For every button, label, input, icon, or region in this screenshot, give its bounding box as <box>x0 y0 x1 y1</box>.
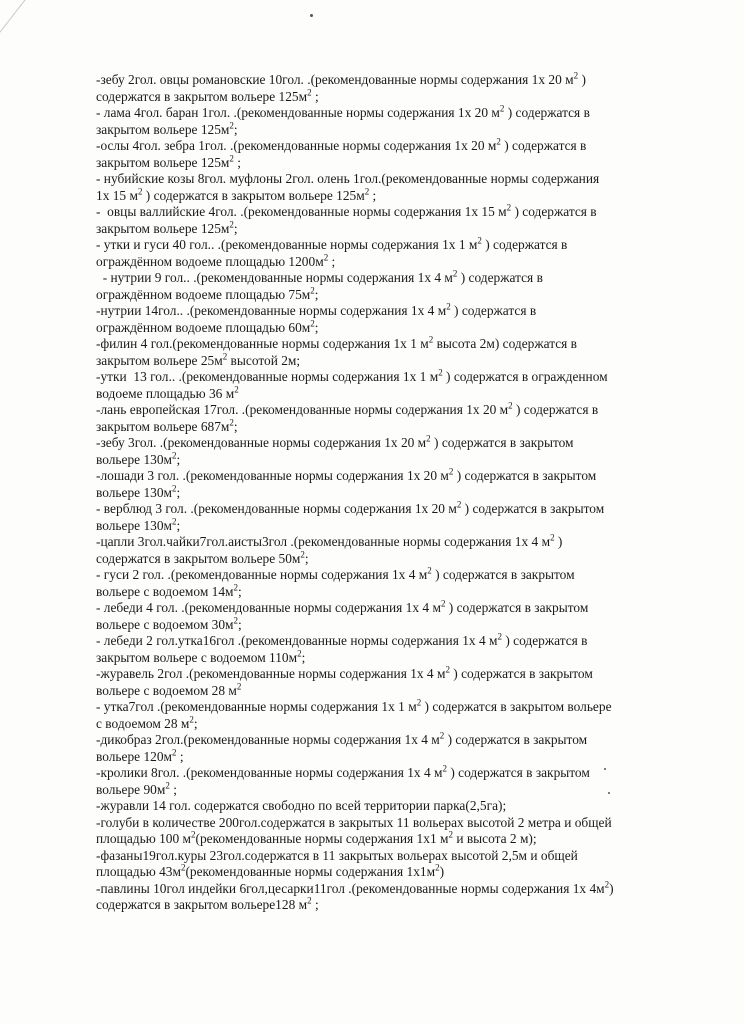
superscript: 2 <box>446 301 451 312</box>
superscript: 2 <box>229 120 234 131</box>
list-entry <box>96 336 686 369</box>
entry-text: - утка7гол .(рекомендованные нормы содержания 1х 1 м <box>96 699 417 714</box>
superscript: 2 <box>180 862 186 873</box>
superscript: 2 <box>236 681 242 692</box>
entry-text: -голуби в количестве 200гол.содержатся в закрытых 11 вольерах высотой 2 метра и общей площадью 100 м <box>96 814 612 846</box>
entry-text: ) содержатся в закрытом вольере 125м <box>96 72 586 104</box>
superscript: 2 <box>172 450 177 461</box>
list-entry <box>96 105 686 138</box>
entry-text: ; <box>176 748 184 764</box>
entry-text: ) содержатся в закрытом вольере128 м <box>96 880 614 912</box>
superscript: 2 <box>297 648 302 659</box>
superscript: 2 <box>165 780 170 791</box>
superscript: 2 <box>448 829 453 840</box>
superscript: 2 <box>233 615 239 626</box>
entry-text: -цапли 3гол.чайки7гол.аисты3гол .(рекомендованные нормы содержания 1х 4 м <box>96 534 551 549</box>
scan-artifact-line <box>0 0 41 83</box>
superscript: 2 <box>229 417 234 428</box>
entry-text: - овцы валлийские 4гол. .(рекомендованные нормы содержания 1х 15 м <box>96 204 507 219</box>
entry-text: -ослы 4гол. зебра 1гол. .(рекомендованные нормы содержания 1х 20 м <box>96 138 497 153</box>
entry-text: ; <box>301 649 306 665</box>
list-entry <box>96 171 686 204</box>
entry-text: - нутрии 9 гол.. .(рекомендованные нормы содержания 1х 4 м <box>96 270 453 285</box>
list-entry <box>96 72 686 105</box>
superscript: 2 <box>442 763 447 774</box>
superscript: 2 <box>499 103 505 114</box>
entry-text: - лама 4гол. баран 1гол. .(рекомендованные нормы содержания 1х 20 м <box>96 105 500 120</box>
superscript: 2 <box>496 136 501 147</box>
superscript: 2 <box>438 367 443 378</box>
entry-text: ) содержатся в закрытом вольере с водоемом 14м <box>96 567 575 599</box>
entry-text: ; <box>233 220 238 236</box>
superscript: 2 <box>364 186 370 197</box>
superscript: 2 <box>573 70 579 81</box>
superscript: 2 <box>427 565 432 576</box>
superscript: 2 <box>229 219 234 230</box>
entry-text: ; <box>238 583 242 599</box>
entry-text: -зебу 3гол. .(рекомендованные нормы содержания 1х 20 м <box>96 435 427 450</box>
list-entry <box>96 369 686 402</box>
list-entry <box>96 435 686 468</box>
entry-text: ) содержатся в закрытом вольере 125м <box>142 187 365 203</box>
list-entry <box>96 765 686 798</box>
entry-text: -павлины 10гол индейки 6гол,цесарки11гол .(рекомендованные нормы содержания 1х 4м <box>96 880 605 896</box>
entry-text: ; <box>304 550 309 566</box>
list-entry <box>96 732 686 765</box>
superscript: 2 <box>497 631 502 642</box>
scan-speck <box>310 14 313 17</box>
entry-text: ) содержатся в ограждённом водоеме площадью 60м <box>96 303 537 335</box>
superscript: 2 <box>428 334 434 345</box>
entry-text: ) содержатся в закрытом вольере 125м <box>96 138 587 170</box>
entry-text: ; <box>369 187 377 203</box>
list-entry <box>96 600 686 633</box>
entry-text: -зебу 2гол. овцы романовские 10гол. .(рекомендованные нормы содержания 1х 20 м <box>96 72 574 87</box>
superscript: 2 <box>323 252 329 263</box>
list-entry <box>96 534 686 567</box>
entry-text: ; <box>311 88 319 104</box>
entry-text: (рекомендованные нормы содержания 1х1м <box>185 864 436 879</box>
entry-text: (рекомендованные нормы содержания 1х1 м <box>195 831 449 846</box>
entry-text: ; <box>176 451 181 467</box>
entry-text: ) содержатся в закрытом вольере 125м <box>96 105 590 137</box>
entry-text: ) содержатся в закрытом вольере с водоемом 28 м <box>96 699 612 731</box>
entry-text: - нубийские козы 8гол. муфлоны 2гол. олень 1гол.(рекомендованные нормы содержания 1х 15 м <box>96 171 600 203</box>
entry-text: ) содержатся в закрытом вольере 130м <box>96 468 597 500</box>
superscript: 2 <box>300 549 305 560</box>
entry-text: -лошади 3 гол. .(рекомендованные нормы содержания 1х 20 м <box>96 468 449 483</box>
superscript: 2 <box>477 235 482 246</box>
entry-text: -нутрии 14гол.. .(рекомендованные нормы содержания 1х 4 м <box>96 303 447 318</box>
entry-text: -фазаны19гол.куры 23гол.содержатся в 11 закрытых вольерах высотой 2,5м и общей площадью 43м <box>96 847 578 879</box>
superscript: 2 <box>445 664 450 675</box>
entry-text: ) содержатся в закрытом вольере 130м <box>96 435 574 467</box>
superscript: 2 <box>222 351 228 362</box>
entry-text: ) содержатся в закрытом вольере 50м <box>96 534 563 566</box>
superscript: 2 <box>234 384 239 395</box>
list-entry <box>96 468 686 501</box>
entry-text: высотой 2м; <box>227 352 301 368</box>
entry-text: ) <box>439 864 445 879</box>
superscript: 2 <box>452 268 458 279</box>
list-entry <box>96 237 686 270</box>
entry-text: ) содержатся в закрытом вольере 130м <box>96 501 605 533</box>
entry-text: -утки 13 гол.. .(рекомендованные нормы содержания 1х 1 м <box>96 369 439 384</box>
superscript: 2 <box>426 433 431 444</box>
superscript: 2 <box>439 730 445 741</box>
list-entry <box>96 798 686 815</box>
entry-text: ; <box>233 121 238 137</box>
entry-text: - лебеди 4 гол. .(рекомендованные нормы содержания 1х 4 м <box>96 600 441 615</box>
superscript: 2 <box>440 598 446 609</box>
list-entry <box>96 303 686 336</box>
superscript: 2 <box>435 862 440 873</box>
animal-housing-list <box>96 72 686 914</box>
entry-text: ; <box>314 319 319 335</box>
superscript: 2 <box>310 285 315 296</box>
entry-text: -филин 4 гол.(рекомендованные нормы содержания 1х 1 м <box>96 336 429 351</box>
entry-text: ; <box>311 897 319 912</box>
entry-text: ; <box>193 715 198 731</box>
list-entry <box>96 815 686 848</box>
entry-text: ; <box>233 154 241 170</box>
entry-text: -журавель 2гол .(рекомендованные нормы содержания 1х 4 м <box>96 666 446 681</box>
entry-text: ) содержатся в ограждённом водоеме площадью 75м <box>96 270 543 302</box>
superscript: 2 <box>137 186 143 197</box>
superscript: 2 <box>233 582 239 593</box>
entry-text: ) содержатся в ограждённом водоеме площадью 1200м <box>96 237 568 269</box>
entry-text: -лань европейская 17гол. .(рекомендованные нормы содержания 1х 20 м <box>96 402 509 417</box>
entry-text: ) содержатся в огражденном водоеме площадью 36 м <box>96 369 608 401</box>
entry-text: ) содержатся в закрытом вольере 125м <box>96 204 597 236</box>
list-entry <box>96 881 686 914</box>
superscript: 2 <box>172 747 177 758</box>
superscript: 2 <box>506 202 512 213</box>
superscript: 2 <box>448 466 454 477</box>
superscript: 2 <box>416 697 422 708</box>
entry-text: - верблюд 3 гол. .(рекомендованные нормы содержания 1х 20 м <box>96 501 457 516</box>
entry-text: ) содержатся в закрытом вольере 687м <box>96 402 599 434</box>
superscript: 2 <box>307 87 312 98</box>
entry-text: высота 2м) содержатся в закрытом вольере 25м <box>96 336 578 368</box>
superscript: 2 <box>604 879 610 890</box>
list-entry <box>96 699 686 732</box>
entry-text: ; <box>169 781 177 797</box>
entry-text: -журавли 14 гол. содержатся свободно по всей территории парка(2,5га); <box>96 798 507 813</box>
entry-text: - утки и гуси 40 гол.. .(рекомендованные нормы содержания 1х 1 м <box>96 237 478 252</box>
entry-text: - гуси 2 гол. .(рекомендованные нормы содержания 1х 4 м <box>96 567 428 582</box>
entry-text: ; <box>176 484 181 500</box>
entry-text: ) содержатся в закрытом вольере с водоемом 30м <box>96 600 589 632</box>
entry-text: ; <box>233 418 238 434</box>
list-entry <box>96 204 686 237</box>
entry-text: ) содержатся в закрытом вольере с водоемом 110м <box>96 633 588 665</box>
entry-text: - лебеди 2 гол.утка16гол .(рекомендованные нормы содержания 1х 4 м <box>96 633 498 648</box>
entry-text: ) содержатся в закрытом вольере 120м <box>96 732 588 764</box>
list-entry <box>96 501 686 534</box>
superscript: 2 <box>189 714 194 725</box>
entry-text: ; <box>176 517 181 533</box>
entry-text: ; <box>238 616 242 632</box>
list-entry <box>96 666 686 699</box>
superscript: 2 <box>310 318 315 329</box>
list-entry <box>96 138 686 171</box>
superscript: 2 <box>550 532 555 543</box>
superscript: 2 <box>190 829 196 840</box>
list-entry <box>96 402 686 435</box>
superscript: 2 <box>508 400 513 411</box>
entry-text: и высота 2 м); <box>452 831 537 846</box>
list-entry <box>96 848 686 881</box>
superscript: 2 <box>307 895 312 906</box>
superscript: 2 <box>229 153 234 164</box>
entry-text: ) содержатся в закрытом вольере с водоемом 28 м <box>96 666 593 698</box>
entry-text: -кролики 8гол. .(рекомендованные нормы содержания 1х 4 м <box>96 765 443 780</box>
entry-text: ; <box>314 286 319 302</box>
entry-text: ; <box>328 253 336 269</box>
superscript: 2 <box>456 499 462 510</box>
entry-text: ) содержатся в закрытом вольере 90м <box>96 765 590 797</box>
list-entry <box>96 567 686 600</box>
entry-text: -дикобраз 2гол.(рекомендованные нормы содержания 1х 4 м <box>96 732 440 747</box>
list-entry <box>96 633 686 666</box>
superscript: 2 <box>172 516 177 527</box>
superscript: 2 <box>172 483 177 494</box>
list-entry <box>96 270 686 303</box>
